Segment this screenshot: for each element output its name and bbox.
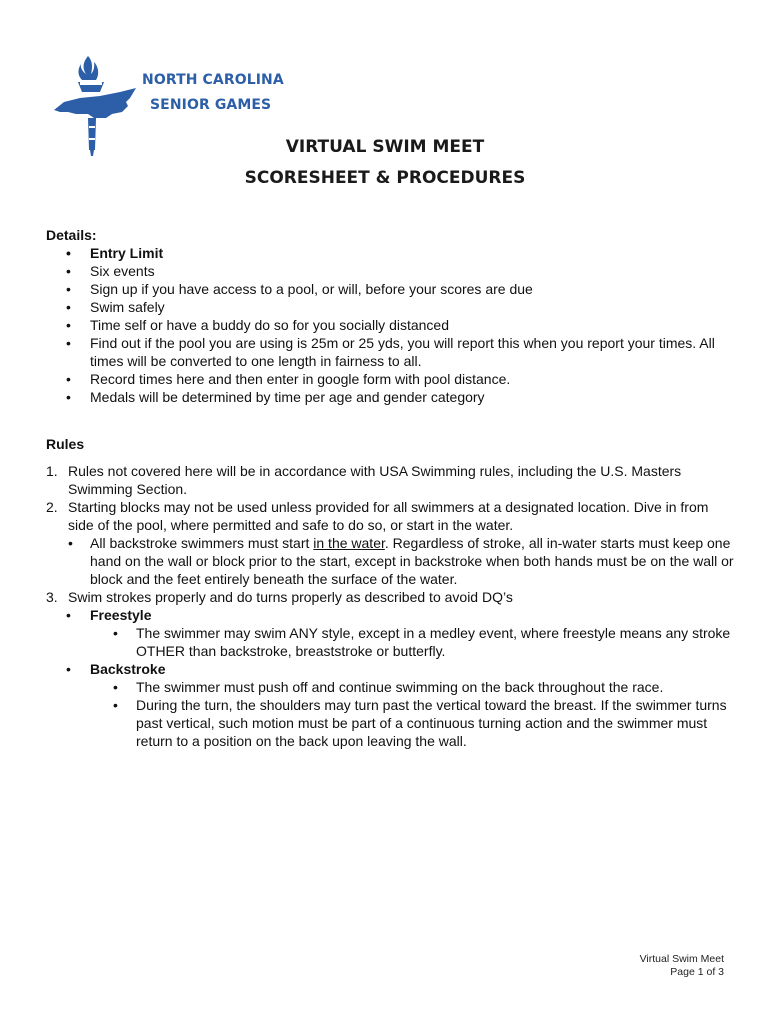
stroke-name: Backstroke <box>90 661 166 677</box>
list-item: • Sign up if you have access to a pool, or will, before your scores are due <box>46 280 736 298</box>
document-subtitle: SCORESHEET & PROCEDURES <box>244 168 526 188</box>
list-item: • The swimmer may swim ANY style, except in a medley event, where freestyle means any stroke OTHER than backstroke, breaststroke or butterfly. <box>90 624 736 660</box>
list-item: • During the turn, the shoulders may turn past the vertical toward the breast. If the swimmer turns past vertical, such motion must be part of a continuous turning action and the swimmer must return to a position on the back upon leaving the wall. <box>90 696 736 750</box>
rules-heading: Rules <box>46 436 85 452</box>
rule-item <box>46 588 736 606</box>
stroke-points <box>90 624 736 660</box>
list-item: • Time self or have a buddy do so for you socially distanced <box>46 316 736 334</box>
list-item <box>46 660 736 750</box>
stroke-points <box>90 678 736 750</box>
rule-text: Rules not covered here will be in accordance with USA Swimming rules, including the U.S. Masters Swimming Section. <box>68 463 682 497</box>
rule-sublist <box>68 534 736 588</box>
rule-item <box>46 498 736 588</box>
rule-number: 1. <box>46 463 58 479</box>
rule-text: Swim strokes properly and do turns properly as described to avoid DQ’s <box>68 589 513 605</box>
list-item <box>68 534 736 588</box>
rule-item <box>46 462 736 498</box>
details-heading: Details: <box>46 227 97 243</box>
logo-line-2: SENIOR GAMES <box>150 97 272 113</box>
document-body <box>46 226 736 750</box>
rule-number: 3. <box>46 589 58 605</box>
list-item: • Six events <box>46 262 736 280</box>
list-item <box>46 606 736 660</box>
rule-number: 2. <box>46 499 58 515</box>
backstroke-start-rest: . Regardless of stroke, all in-water starts must keep one hand on the wall or block prior to the start, except in backstroke when both hands must be on the wall or block and the feet entirely beneath the surface of the water. <box>90 535 734 587</box>
details-list <box>46 244 736 406</box>
page-number: Page 1 of 3 <box>670 966 724 978</box>
list-item: • The swimmer must push off and continue swimming on the back throughout the race. <box>90 678 736 696</box>
stroke-freestyle <box>46 606 736 660</box>
list-item: • Swim safely <box>46 298 736 316</box>
page-footer <box>640 953 724 979</box>
footer-title: Virtual Swim Meet <box>639 953 724 965</box>
stroke-name: Freestyle <box>90 607 152 623</box>
list-item: • Medals will be determined by time per age and gender category <box>46 388 736 406</box>
stroke-backstroke <box>46 660 736 750</box>
backstroke-start-text: All backstroke swimmers must start <box>90 535 314 551</box>
list-item: • Entry Limit <box>46 244 736 262</box>
document-title: VIRTUAL SWIM MEET <box>285 137 485 157</box>
list-item: • Record times here and then enter in google form with pool distance. <box>46 370 736 388</box>
underlined-text: in the water <box>313 535 385 551</box>
rules-list <box>46 462 736 606</box>
list-item: • Find out if the pool you are using is 25m or 25 yds, you will report this when you report your times. All times will be converted to one length in fairness to all. <box>46 334 736 370</box>
logo-line-1: NORTH CAROLINA <box>142 72 284 88</box>
rule-text: Starting blocks may not be used unless provided for all swimmers at a designated location. Dive in from side of the pool, where permitted and safe to do so, or start in the water. <box>68 499 709 533</box>
